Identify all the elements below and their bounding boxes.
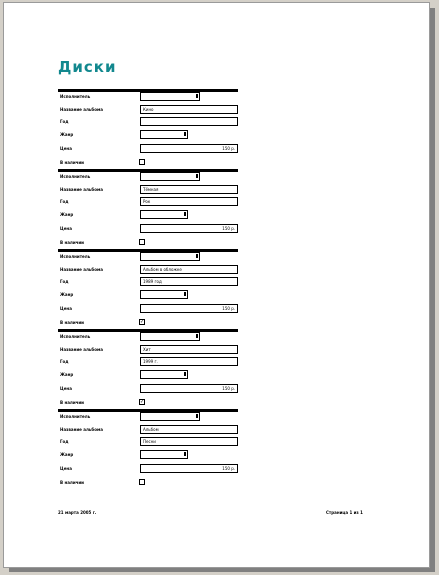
- field-row-performer: [58, 332, 238, 344]
- available-checkbox[interactable]: [139, 159, 145, 165]
- field-performer[interactable]: [140, 172, 200, 181]
- field-album[interactable]: Тёмная: [140, 185, 238, 194]
- field-row-year: [58, 357, 238, 369]
- field-label-price: Цена: [60, 226, 72, 231]
- available-checkbox[interactable]: [139, 479, 145, 485]
- field-label-year: Год: [60, 279, 69, 284]
- field-label-genre: Жанр: [60, 372, 74, 377]
- field-row-year: [58, 437, 238, 449]
- dropdown-arrow-icon[interactable]: [196, 174, 198, 178]
- field-performer[interactable]: [140, 92, 200, 101]
- field-year[interactable]: Рок: [140, 197, 238, 206]
- field-label-performer: Исполнитель: [60, 334, 91, 339]
- record-block: [58, 89, 238, 169]
- field-price[interactable]: 150 р.: [140, 224, 238, 233]
- dropdown-arrow-icon[interactable]: [184, 452, 186, 456]
- field-row-performer: [58, 252, 238, 264]
- field-label-album: Название альбома: [60, 187, 103, 192]
- dropdown-arrow-icon[interactable]: [196, 414, 198, 418]
- footer-page-number: Страница 1 из 1: [326, 510, 363, 515]
- available-checkbox[interactable]: [139, 239, 145, 245]
- field-album[interactable]: Альбом в обложке: [140, 265, 238, 274]
- field-row-price: [58, 304, 238, 316]
- field-label-genre: Жанр: [60, 452, 74, 457]
- field-label-performer: Исполнитель: [60, 414, 91, 419]
- field-row-album: [58, 105, 238, 117]
- available-checkbox[interactable]: ✓: [140, 319, 145, 325]
- dropdown-arrow-icon[interactable]: [184, 132, 186, 136]
- field-label-price: Цена: [60, 466, 72, 471]
- field-label-album: Название альбома: [60, 107, 103, 112]
- field-label-price: Цена: [60, 306, 72, 311]
- field-performer[interactable]: [140, 412, 200, 421]
- field-label-album: Название альбома: [60, 427, 103, 432]
- field-year[interactable]: 1989 год: [140, 277, 238, 286]
- field-label-album: Название альбома: [60, 347, 103, 352]
- field-label-performer: Исполнитель: [60, 94, 91, 99]
- dropdown-arrow-icon[interactable]: [184, 372, 186, 376]
- available-checkbox[interactable]: ✓: [140, 399, 145, 405]
- footer-date: 21 марта 2005 г.: [58, 510, 97, 515]
- field-row-genre: [58, 370, 238, 382]
- field-label-available: В наличии: [60, 400, 84, 405]
- field-year[interactable]: Песни: [140, 437, 238, 446]
- dropdown-arrow-icon[interactable]: [196, 94, 198, 98]
- field-row-genre: [58, 210, 238, 222]
- field-price[interactable]: 150 р.: [140, 464, 238, 473]
- field-genre[interactable]: [140, 130, 188, 139]
- field-genre[interactable]: [140, 370, 188, 379]
- field-album[interactable]: Альбом: [140, 425, 238, 434]
- field-album[interactable]: Кино: [140, 105, 238, 114]
- field-label-year: Год: [60, 439, 69, 444]
- field-row-album: [58, 425, 238, 437]
- dropdown-arrow-icon[interactable]: [196, 334, 198, 338]
- field-label-available: В наличии: [60, 160, 84, 165]
- field-row-performer: [58, 92, 238, 104]
- field-performer[interactable]: [140, 252, 200, 261]
- field-row-album: [58, 265, 238, 277]
- field-genre[interactable]: [140, 290, 188, 299]
- field-label-genre: Жанр: [60, 132, 74, 137]
- report-title: Диски: [58, 58, 117, 76]
- field-label-available: В наличии: [60, 240, 84, 245]
- field-year[interactable]: [140, 117, 238, 126]
- field-price[interactable]: 150 р.: [140, 384, 238, 393]
- field-price[interactable]: 150 р.: [140, 304, 238, 313]
- record-block: [58, 329, 238, 409]
- dropdown-arrow-icon[interactable]: [184, 212, 186, 216]
- dropdown-arrow-icon[interactable]: [196, 254, 198, 258]
- field-price[interactable]: 150 р.: [140, 144, 238, 153]
- record-block: [58, 409, 238, 489]
- field-label-available: В наличии: [60, 480, 84, 485]
- field-label-performer: Исполнитель: [60, 174, 91, 179]
- field-genre[interactable]: [140, 450, 188, 459]
- field-label-price: Цена: [60, 146, 72, 151]
- field-label-price: Цена: [60, 386, 72, 391]
- field-label-genre: Жанр: [60, 212, 74, 217]
- field-album[interactable]: Хит: [140, 345, 238, 354]
- field-label-year: Год: [60, 199, 69, 204]
- field-genre[interactable]: [140, 210, 188, 219]
- field-label-year: Год: [60, 359, 69, 364]
- field-row-price: [58, 384, 238, 396]
- field-label-available: В наличии: [60, 320, 84, 325]
- field-row-year: [58, 277, 238, 289]
- field-row-performer: [58, 412, 238, 424]
- field-row-available: [58, 478, 238, 490]
- record-block: [58, 169, 238, 249]
- field-row-album: [58, 345, 238, 357]
- field-label-genre: Жанр: [60, 292, 74, 297]
- record-block: [58, 249, 238, 329]
- field-row-genre: [58, 290, 238, 302]
- field-row-price: [58, 464, 238, 476]
- dropdown-arrow-icon[interactable]: [184, 292, 186, 296]
- field-row-genre: [58, 130, 238, 142]
- field-label-year: Год: [60, 119, 69, 124]
- field-row-genre: [58, 450, 238, 462]
- field-row-price: [58, 224, 238, 236]
- field-label-album: Название альбома: [60, 267, 103, 272]
- field-row-year: [58, 197, 238, 209]
- field-row-year: [58, 117, 238, 129]
- field-row-album: [58, 185, 238, 197]
- field-label-performer: Исполнитель: [60, 254, 91, 259]
- field-row-performer: [58, 172, 238, 184]
- field-row-price: [58, 144, 238, 156]
- field-performer[interactable]: [140, 332, 200, 341]
- field-year[interactable]: 1999 г.: [140, 357, 238, 366]
